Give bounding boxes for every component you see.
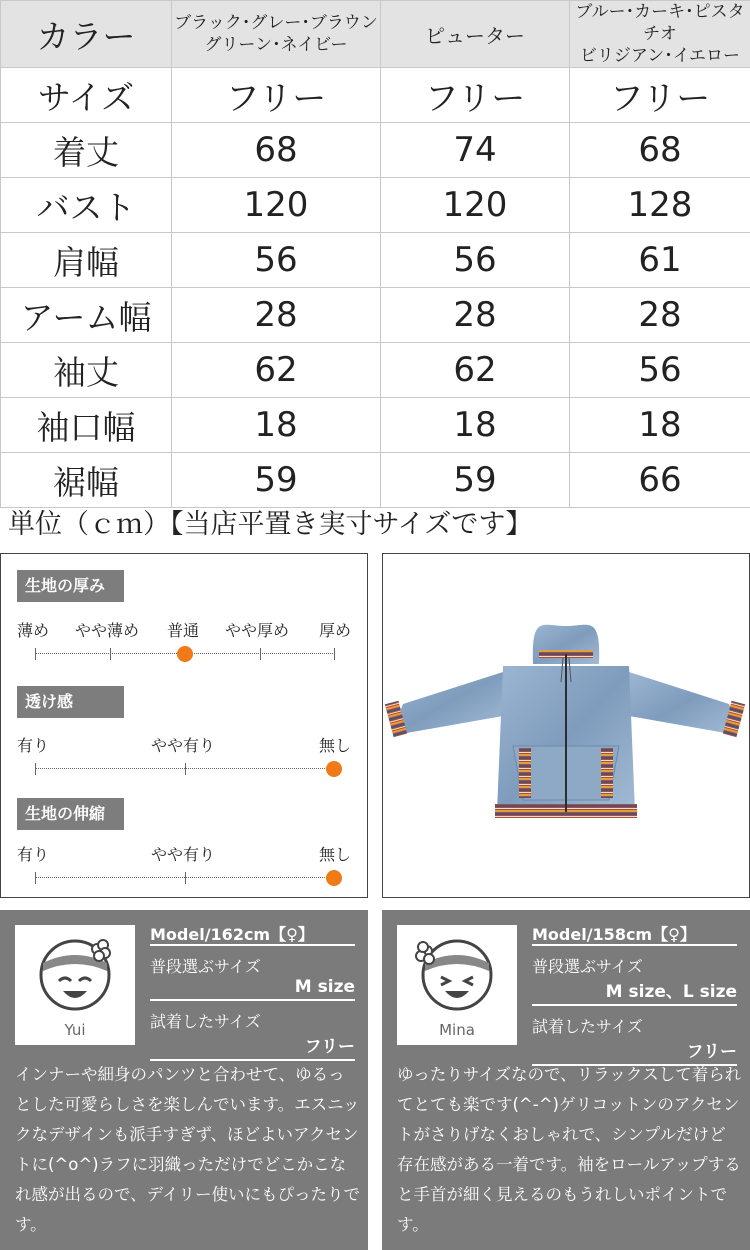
table-cell: フリー — [172, 68, 381, 123]
table-row — [1, 123, 750, 178]
table-row — [1, 398, 750, 453]
table-row — [1, 178, 750, 233]
smiling-face-icon — [15, 925, 135, 1025]
thickness-indicator-dot — [177, 646, 193, 662]
table-cell: 18 — [381, 398, 570, 453]
usual-size-value: M size、L size — [532, 977, 737, 1006]
row-label: 裾幅 — [1, 453, 172, 508]
table-cell: 56 — [172, 233, 381, 288]
size-table — [0, 0, 750, 508]
scale-tick — [260, 648, 261, 660]
table-cell: 56 — [570, 343, 750, 398]
model-panel-yui — [0, 910, 368, 1250]
transparency-indicator-dot — [326, 761, 342, 777]
thickness-title: 生地の厚み — [17, 570, 124, 602]
stretch-indicator-dot — [326, 870, 342, 886]
transparency-scale — [35, 768, 335, 769]
usual-size-label: 普段選ぶサイズ — [150, 957, 261, 976]
table-row — [1, 233, 750, 288]
product-photo — [382, 553, 750, 898]
row-label: 袖口幅 — [1, 398, 172, 453]
transparency-label: 有り — [17, 736, 50, 755]
row-label: 着丈 — [1, 123, 172, 178]
model-info — [150, 922, 355, 1061]
model-panel-mina — [382, 910, 750, 1250]
avatar — [397, 925, 517, 1045]
table-cell: 28 — [172, 288, 381, 343]
tried-size-label: 試着したサイズ — [532, 1017, 643, 1036]
thickness-labels — [17, 618, 355, 638]
model-name: Yui — [64, 1021, 86, 1039]
table-cell: 59 — [381, 453, 570, 508]
scale-tick — [35, 763, 36, 775]
table-cell: 18 — [570, 398, 750, 453]
table-cell: 66 — [570, 453, 750, 508]
stretch-label: やや有り — [151, 845, 216, 864]
table-cell: フリー — [381, 68, 570, 123]
header-col-2: ピューター — [381, 1, 570, 68]
hoodie-jacket-illustration — [383, 554, 749, 897]
avatar — [15, 925, 135, 1045]
table-cell: 62 — [172, 343, 381, 398]
stretch-labels — [17, 842, 355, 862]
table-cell: 62 — [381, 343, 570, 398]
header-label: カラー — [1, 1, 172, 68]
tried-size-value: フリー — [532, 1037, 737, 1066]
transparency-title: 透け感 — [17, 686, 124, 718]
table-row — [1, 453, 750, 508]
scale-tick — [35, 872, 36, 884]
scale-tick — [35, 648, 36, 660]
stretch-label: 無し — [319, 845, 352, 864]
table-cell: 28 — [570, 288, 750, 343]
table-row — [1, 68, 750, 123]
unit-note: 単位（ｃｍ）【当店平置き実寸サイズです】 — [8, 509, 533, 540]
stretch-label: 有り — [17, 845, 50, 864]
row-label: サイズ — [1, 68, 172, 123]
header-col-1-line-2: グリーン･ネイビー — [204, 35, 348, 55]
fabric-panel — [0, 553, 368, 898]
usual-size-value: M size — [150, 977, 355, 1001]
header-col-1 — [172, 1, 381, 68]
table-cell: 74 — [381, 123, 570, 178]
thickness-label: やや薄め — [75, 621, 140, 640]
model-comment: インナーや細身のパンツと合わせて、ゆるっとした可愛らしさを楽しんでいます。エスニックなデザインも派手すぎず、ほどよいアクセントに(^o^)ラフに羽織っただけでどこかこなれ感が出るので、デイリー使いにもぴったりです。 — [15, 1065, 361, 1234]
thickness-label: やや厚め — [225, 621, 290, 640]
scale-tick — [185, 872, 186, 884]
winking-face-icon — [397, 925, 517, 1025]
thickness-scale — [35, 653, 335, 654]
table-cell: 18 — [172, 398, 381, 453]
table-cell: 56 — [381, 233, 570, 288]
model-info — [532, 922, 737, 1066]
scale-tick — [110, 648, 111, 660]
header-col-3-line-1: ブルー･カーキ･ピスタチオ — [575, 2, 745, 44]
row-label: 肩幅 — [1, 233, 172, 288]
tried-size-label: 試着したサイズ — [150, 1012, 261, 1031]
thickness-label: 薄め — [17, 621, 50, 640]
table-cell: 68 — [570, 123, 750, 178]
tried-size-value: フリー — [150, 1032, 355, 1061]
table-cell: 68 — [172, 123, 381, 178]
scale-tick — [334, 648, 335, 660]
model-title: Model/158cm【♀】 — [532, 922, 737, 946]
table-cell: 120 — [381, 178, 570, 233]
usual-size-label: 普段選ぶサイズ — [532, 957, 643, 976]
transparency-label: やや有り — [151, 736, 216, 755]
transparency-labels — [17, 733, 355, 753]
table-row — [1, 343, 750, 398]
thickness-label: 厚め — [319, 621, 352, 640]
row-label: 袖丈 — [1, 343, 172, 398]
table-row — [1, 288, 750, 343]
stretch-scale — [35, 877, 335, 878]
header-col-3 — [570, 1, 750, 68]
table-cell: 120 — [172, 178, 381, 233]
table-cell: 59 — [172, 453, 381, 508]
table-cell: 28 — [381, 288, 570, 343]
thickness-label: 普通 — [167, 621, 200, 640]
model-name: Mina — [439, 1021, 475, 1039]
scale-tick — [185, 763, 186, 775]
table-header-row — [1, 1, 750, 68]
transparency-label: 無し — [319, 736, 352, 755]
header-col-3-line-2: ビリジアン･イエロー — [579, 46, 741, 66]
table-cell: 61 — [570, 233, 750, 288]
header-col-1-line-1: ブラック･グレー･ブラウン — [174, 13, 378, 33]
row-label: アーム幅 — [1, 288, 172, 343]
model-title: Model/162cm【♀】 — [150, 922, 355, 946]
stretch-title: 生地の伸縮 — [17, 798, 124, 830]
table-cell: 128 — [570, 178, 750, 233]
row-label: バスト — [1, 178, 172, 233]
model-comment: ゆったりサイズなので、リラックスして着られてとても楽です(^-^)ゲリコットンのアクセントがさりげなくおしゃれで、シンプルだけど存在感がある一着です。袖をロールアップすると手首が細く見えるのもうれしいポイントです。 — [397, 1065, 742, 1234]
table-cell: フリー — [570, 68, 750, 123]
